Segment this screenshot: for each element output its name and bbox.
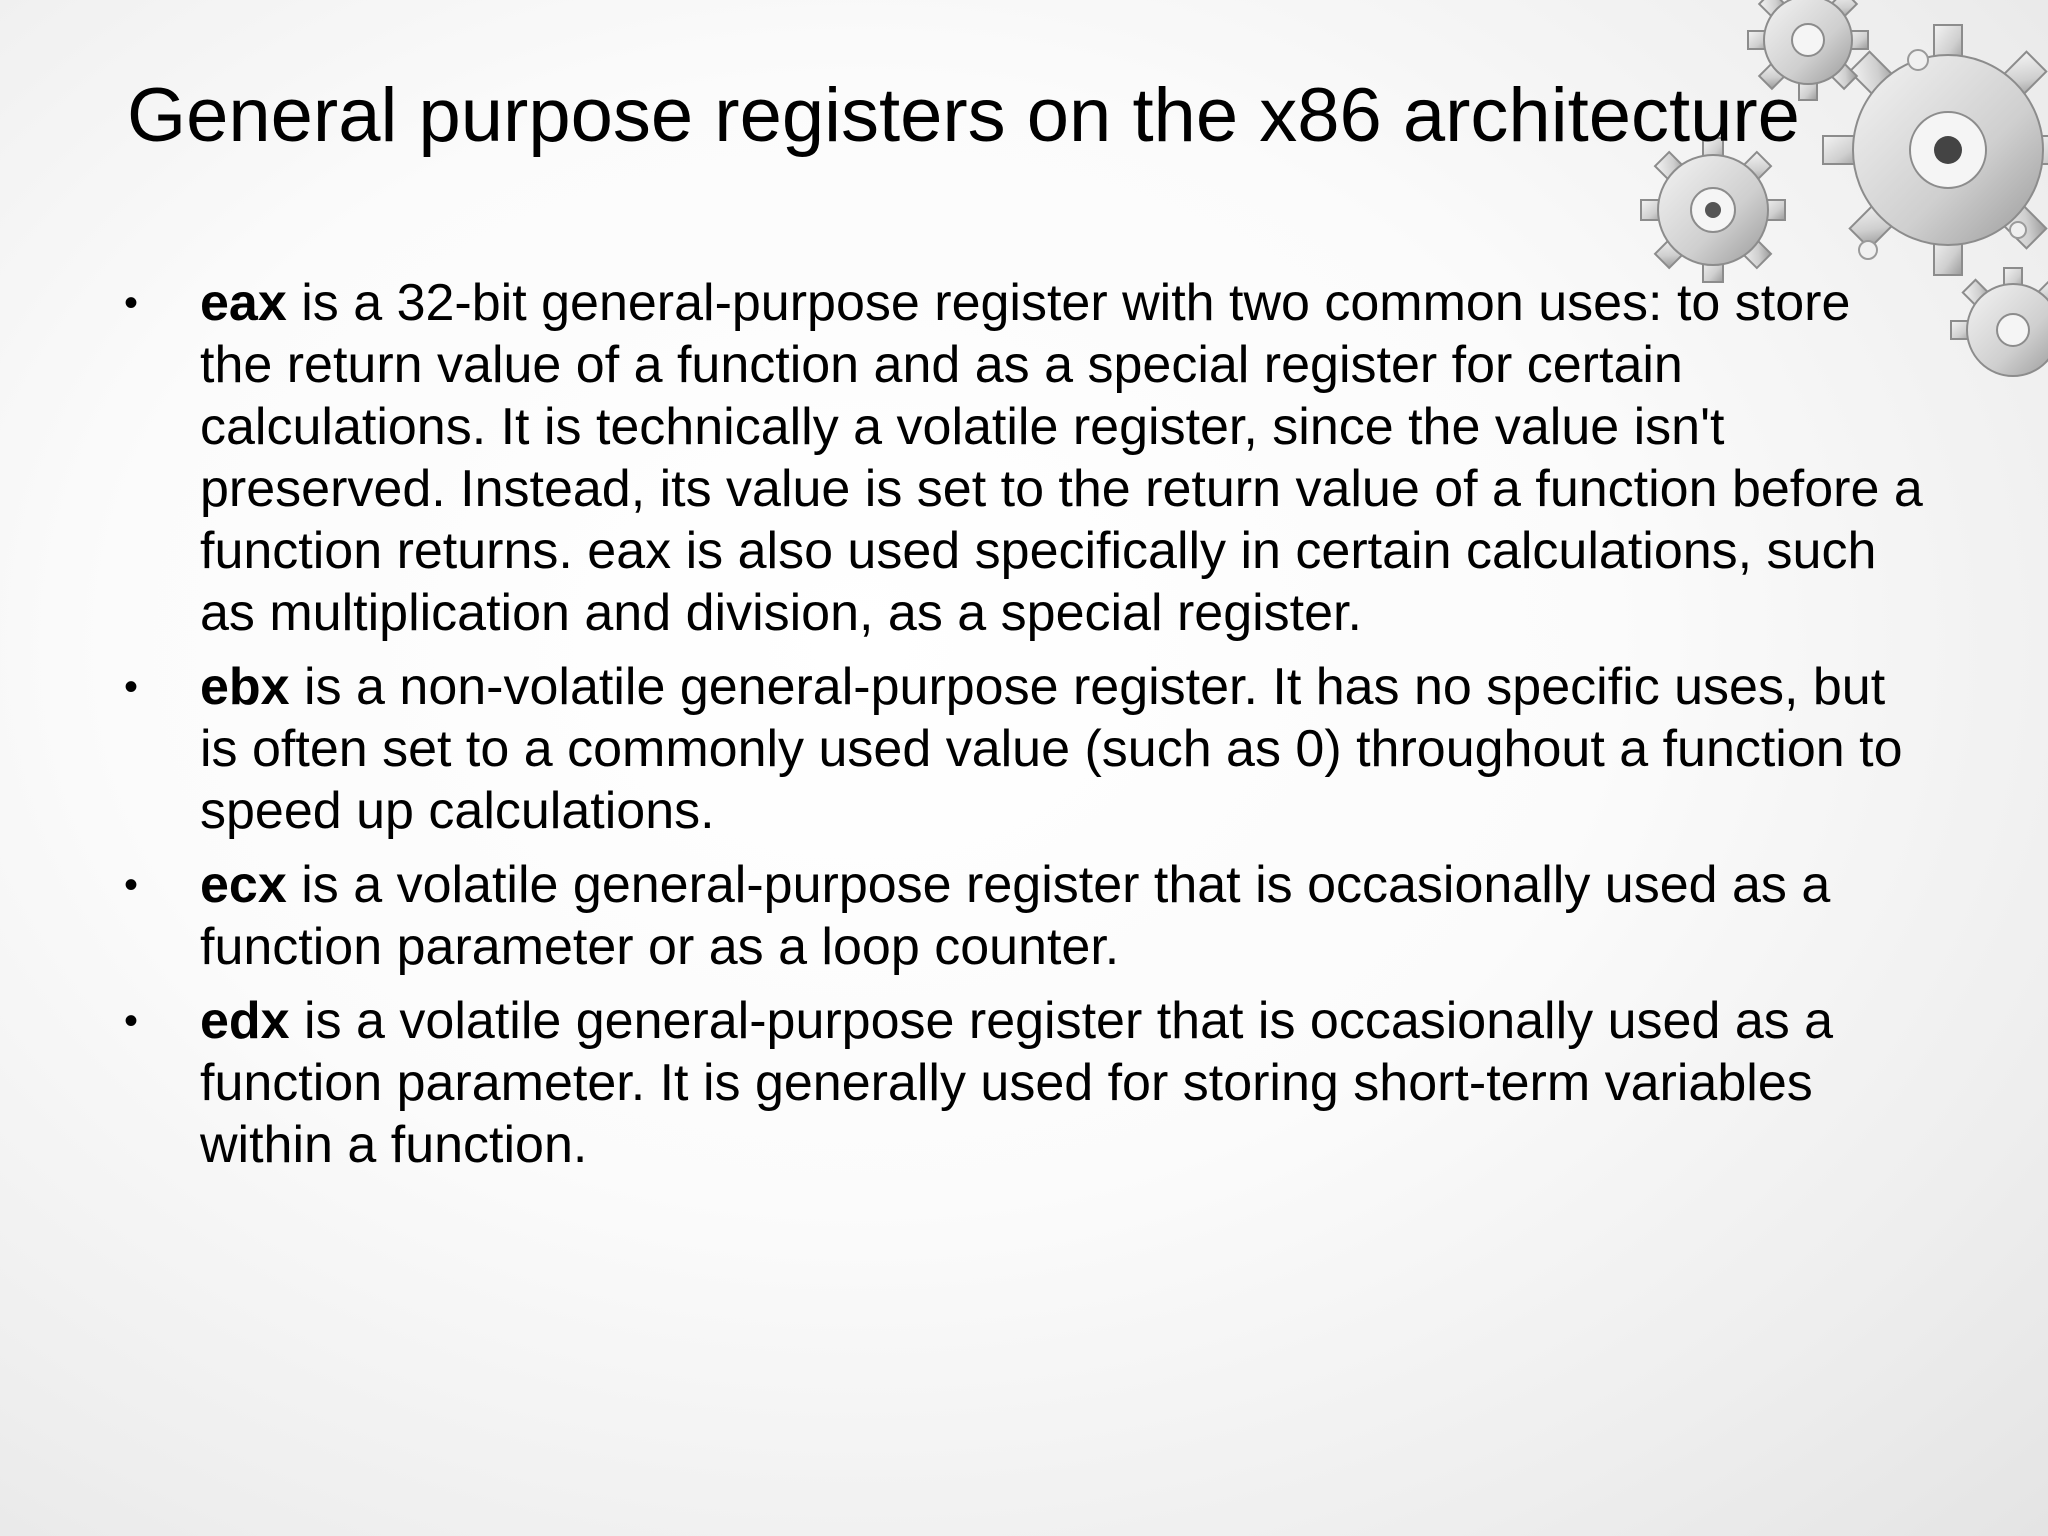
bullet-marker: • <box>124 999 139 1043</box>
bullet-term: ebx <box>200 658 290 716</box>
slide-title: General purpose registers on the x86 architecture <box>127 73 1800 158</box>
bullet-list <box>124 272 1924 1188</box>
bullet-text: is a volatile general-purpose register that is occasionally used as a function parameter or as a loop counter. <box>200 856 1831 976</box>
bullet-item-ebx <box>124 656 1924 842</box>
bullet-marker: • <box>124 863 139 907</box>
bullet-text: is a non-volatile general-purpose register. It has no specific uses, but is often set to a commonly used value (such as 0) throughout a function to speed up calculations. <box>200 658 1903 840</box>
bullet-item-eax <box>124 272 1924 644</box>
bullet-marker: • <box>124 665 139 709</box>
bullet-text: is a 32-bit general-purpose register with two common uses: to store the return value of a function and as a special register for certain calculations. It is technically a volatile register, since the value isn't preserved. Instead, its value is set to the return value of a function before a function returns. eax is also used specifically in certain calculations, such as multiplication and division, as a special register. <box>200 274 1923 642</box>
bullet-term: eax <box>200 274 287 332</box>
bullet-marker: • <box>124 281 139 325</box>
bullet-item-edx <box>124 990 1924 1176</box>
bullet-term: ecx <box>200 856 287 914</box>
bullet-text: is a volatile general-purpose register that is occasionally used as a function parameter. It is generally used for storing short-term variables within a function. <box>200 992 1834 1174</box>
bullet-item-ecx <box>124 854 1924 978</box>
bullet-term: edx <box>200 992 290 1050</box>
